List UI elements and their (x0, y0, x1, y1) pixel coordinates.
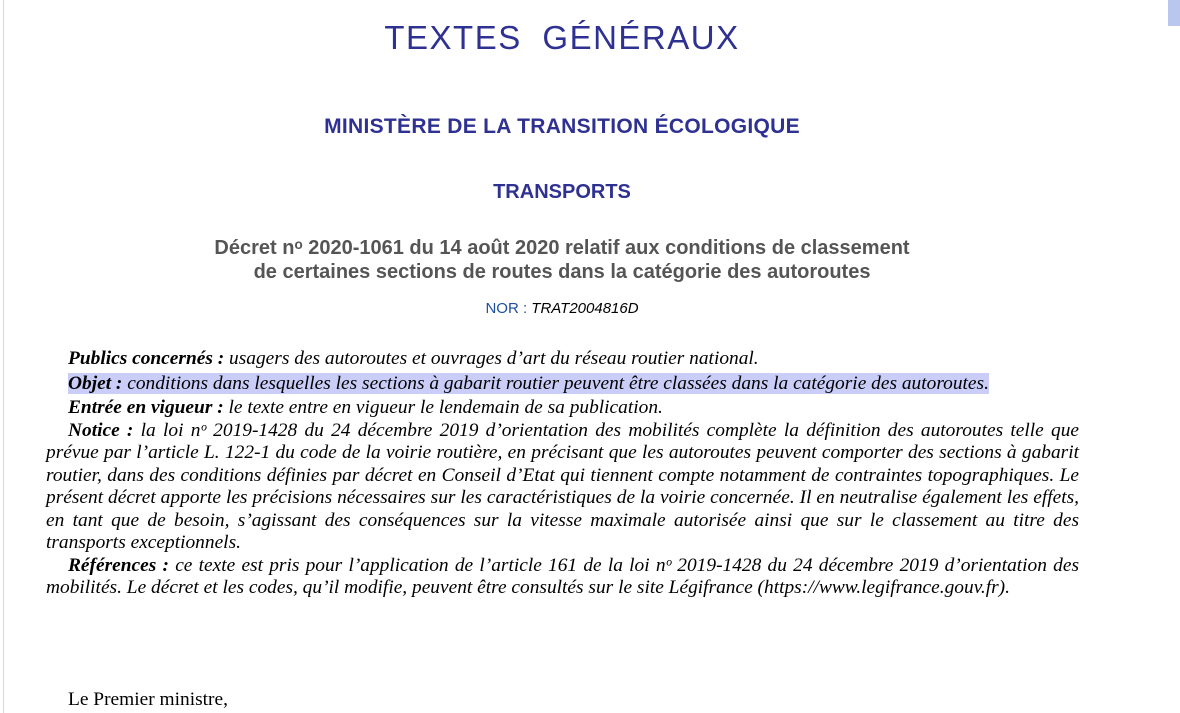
ministry-title: MINISTÈRE DE LA TRANSITION ÉCOLOGIQUE (324, 115, 800, 138)
selected-text-highlight[interactable] (68, 373, 989, 394)
summary-publics-label: Publics concernés : (68, 348, 225, 369)
page-left-rule (3, 0, 4, 713)
summary-references-text: ce texte est pris pour l’application de l’article 161 de la loi nᵒ 2019-1428 du 24 décembre 2019 d’orientation des mobilités. Le décret et les codes, qu’il modifie, peuvent être consultés sur le site Légifrance (https://www.legifrance.gouv.fr). (46, 554, 1080, 598)
decree-summary (46, 348, 1079, 600)
page-corner-marker (1168, 0, 1180, 26)
decree-title (0, 236, 1124, 284)
decree-title-line-1: Décret nᵒ 2020-1061 du 14 août 2020 relatif aux conditions de classement (214, 237, 910, 259)
summary-references-label: Références : (68, 554, 169, 576)
section-title: TEXTES GÉNÉRAUX (384, 19, 740, 56)
summary-references[interactable] (46, 555, 1079, 600)
summary-entree[interactable] (46, 397, 1079, 420)
category-title: TRANSPORTS (493, 181, 631, 203)
summary-notice-label: Notice : (68, 419, 134, 441)
summary-objet-text: conditions dans lesquelles les sections à gabarit routier peuvent être classées dans la catégorie des autoroutes. (122, 372, 989, 394)
summary-notice[interactable] (46, 420, 1079, 555)
nor-value: TRAT2004816D (531, 300, 639, 317)
closing-line: Le Premier ministre, (68, 689, 228, 710)
summary-entree-label: Entrée en vigueur : (68, 397, 224, 418)
summary-publics-text: usagers des autoroutes et ouvrages d’art du réseau routier national. (224, 348, 759, 369)
summary-notice-text: la loi nᵒ 2019-1428 du 24 décembre 2019 d’orientation des mobilités complète la définition des autoroutes telle que prévue par l’article L. 122-1 du code de la voirie routière, en précisant que les autoroutes peuvent comporter des sections à gabarit routier, dans des conditions définies par décret en Conseil d’Etat qui tiennent compte notamment de contraintes topographiques. Le présent décret apporte les précisions nécessaires sur les caractéristiques de la voirie concernée. Il en neutralise également les effets, en tant que de besoin, s’agissant des conséquences sur la vitesse maximale autorisée ainsi que sur le classement au titre des transports exceptionnels. (46, 419, 1079, 553)
nor-reference (0, 299, 1124, 319)
summary-publics[interactable] (46, 348, 1079, 371)
nor-label: NOR : (485, 300, 532, 317)
decree-title-line-2: de certaines sections de routes dans la catégorie des autoroutes (253, 261, 871, 283)
summary-entree-text: le texte entre en vigueur le lendemain de sa publication. (223, 397, 663, 418)
summary-objet-label: Objet : (68, 372, 123, 394)
summary-objet[interactable] (46, 373, 1079, 396)
